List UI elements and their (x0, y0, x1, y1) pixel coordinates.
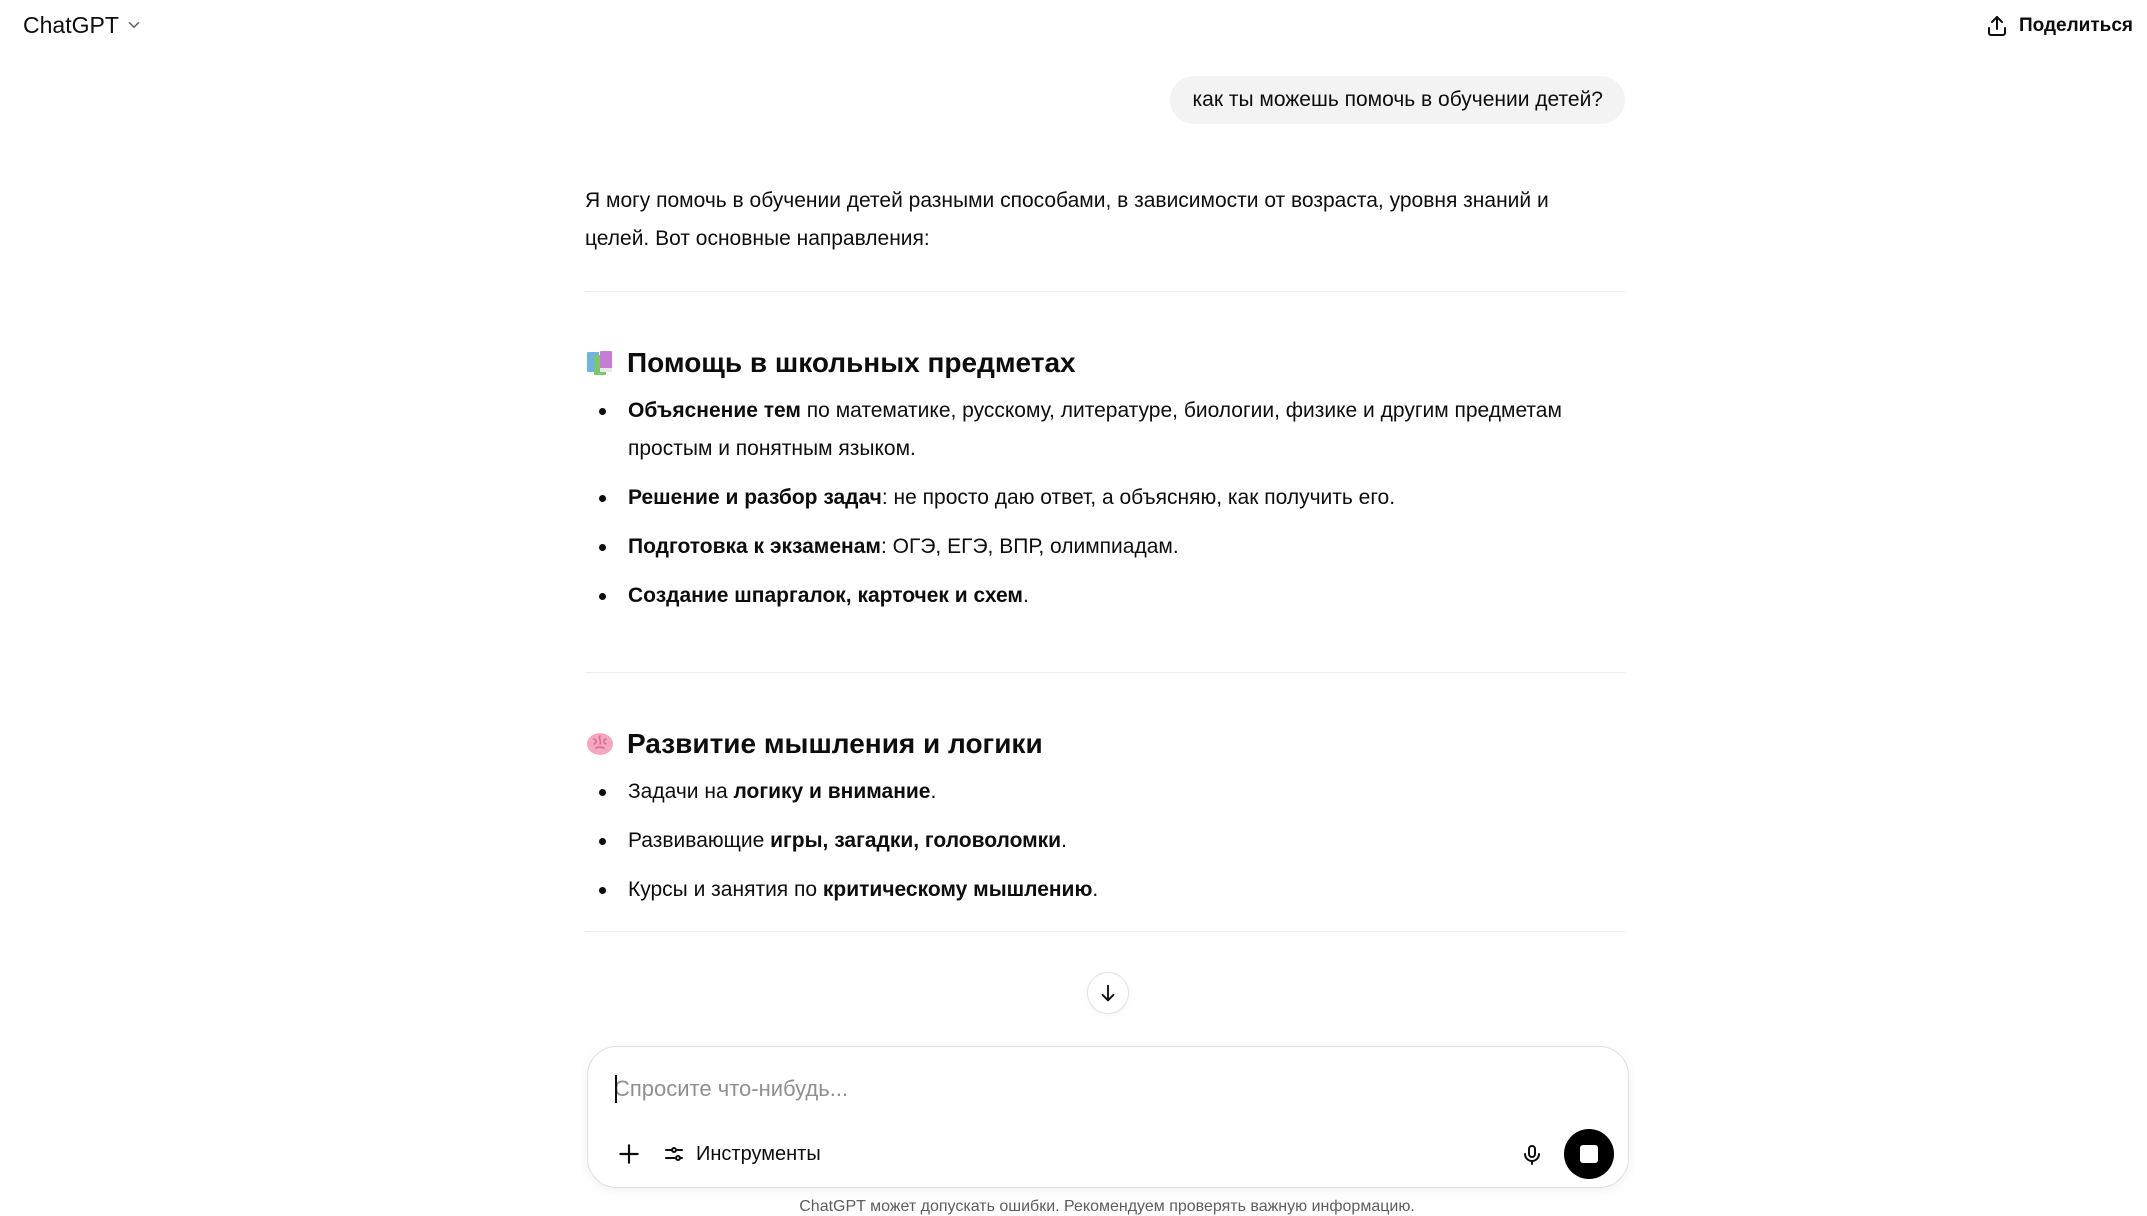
arrow-down-icon (1097, 982, 1119, 1004)
section-thinking-logic (585, 725, 1625, 909)
list-item: Задачи на логику и внимание. (585, 773, 1625, 811)
user-message: как ты можешь помочь в обучении детей? (1170, 76, 1625, 124)
sliders-icon (662, 1142, 686, 1166)
list-item: Подготовка к экзаменам: ОГЭ, ЕГЭ, ВПР, олимпиадам. (585, 528, 1625, 566)
microphone-icon (1520, 1143, 1544, 1167)
list-item: Объяснение тем по математике, русскому, литературе, биологии, физике и другим предметам простым и понятным языком. (585, 392, 1625, 468)
section-school-subjects (585, 344, 1625, 615)
section-heading (585, 725, 1625, 763)
assistant-message (585, 182, 1625, 932)
share-label: Поделиться (2018, 15, 2133, 36)
scroll-to-bottom-button[interactable] (1087, 972, 1129, 1014)
prompt-input[interactable] (614, 1069, 1514, 1109)
model-selector[interactable] (23, 12, 143, 38)
section-title: Помощь в школьных предметах (627, 347, 1076, 378)
list-item: Курсы и занятия по критическому мышлению. (585, 871, 1625, 909)
list-item: Создание шпаргалок, карточек и схем. (585, 577, 1625, 615)
section-divider (585, 931, 1625, 932)
section-heading (585, 344, 1625, 382)
add-attachment-button[interactable] (610, 1135, 648, 1173)
section-title: Развитие мышления и логики (627, 728, 1043, 759)
stop-icon (1580, 1145, 1598, 1163)
message-composer (587, 1046, 1629, 1188)
books-icon (585, 348, 615, 378)
thinking-logic-list (585, 773, 1625, 909)
stop-generating-button[interactable] (1564, 1129, 1614, 1179)
conversation-thread (585, 0, 1625, 1216)
dictation-button[interactable] (1514, 1137, 1550, 1173)
assistant-intro: Я могу помочь в обучении детей разными способами, в зависимости от возраста, уровня знаний и целей. Вот основные направления: (585, 189, 1549, 250)
tools-label: Инструменты (696, 1142, 821, 1165)
brain-icon (585, 729, 615, 759)
list-item: Развивающие игры, загадки, головоломки. (585, 822, 1625, 860)
section-divider (585, 291, 1625, 292)
chevron-down-icon (125, 16, 143, 34)
text-caret (615, 1075, 617, 1103)
disclaimer-text: ChatGPT может допускать ошибки. Рекомендуем проверять важную информацию. (799, 1198, 1415, 1215)
share-button[interactable] (1985, 12, 2133, 40)
section-divider (585, 672, 1625, 673)
list-item: Решение и разбор задач: не просто даю ответ, а объясняю, как получить его. (585, 479, 1625, 517)
tools-button[interactable] (662, 1135, 821, 1173)
share-icon (1985, 14, 2009, 38)
school-subjects-list (585, 392, 1625, 615)
plus-icon (616, 1141, 642, 1167)
model-name: ChatGPT (23, 11, 119, 38)
